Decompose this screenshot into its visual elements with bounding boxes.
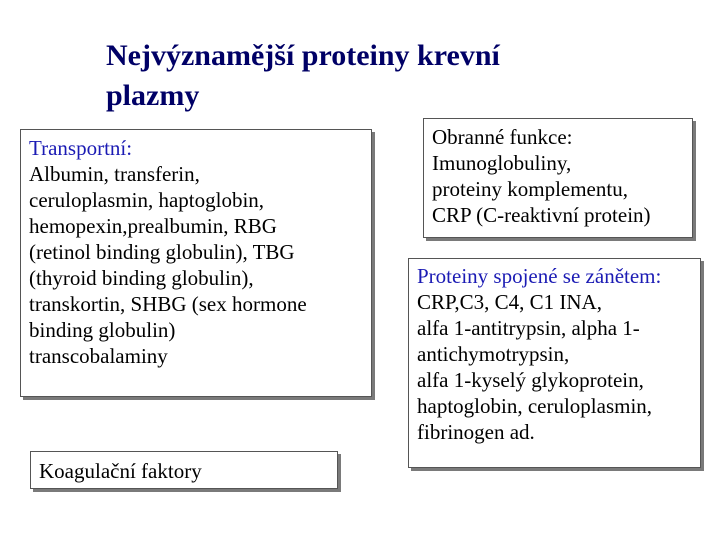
transport-proteins-box — [20, 129, 372, 397]
inflammation-line: alfa 1-kyselý glykoprotein, — [417, 368, 644, 392]
transport-line: (retinol binding globulin), TBG — [29, 240, 295, 264]
inflammation-line: antichymotrypsin, — [417, 342, 570, 366]
transport-line: ceruloplasmin, haptoglobin, — [29, 188, 265, 212]
inflammation-line: haptoglobin, ceruloplasmin, — [417, 394, 653, 418]
coagulation-label: Koagulační faktory — [39, 459, 202, 483]
coagulation-factors-box — [30, 451, 338, 489]
inflammation-line: CRP,C3, C4, C1 INA, — [417, 290, 602, 314]
transport-line: Albumin, transferin, — [29, 162, 200, 186]
defense-heading: Obranné funkce: — [432, 125, 573, 149]
defense-functions-box — [423, 118, 693, 238]
transport-line: binding globulin) — [29, 318, 176, 342]
inflammation-line: fibrinogen ad. — [417, 420, 535, 444]
title-line-2: plazmy — [106, 79, 200, 112]
title-line-1: Nejvýznamější proteiny krevní — [106, 39, 500, 72]
transport-line: transcobalaminy — [29, 344, 168, 368]
defense-line: proteiny komplementu, — [432, 177, 628, 201]
transport-line: (thyroid binding globulin), — [29, 266, 254, 290]
transport-heading: Transportní: — [29, 136, 133, 160]
page-title — [106, 36, 626, 116]
defense-line: CRP (C-reaktivní protein) — [432, 203, 651, 227]
transport-line: hemopexin,prealbumin, RBG — [29, 214, 277, 238]
inflammation-line: alfa 1-antitrypsin, alpha 1- — [417, 316, 640, 340]
defense-line: Imunoglobuliny, — [432, 151, 572, 175]
transport-line: transkortin, SHBG (sex hormone — [29, 292, 307, 316]
inflammation-proteins-box — [408, 258, 701, 468]
inflammation-heading: Proteiny spojené se zánětem: — [417, 264, 662, 288]
